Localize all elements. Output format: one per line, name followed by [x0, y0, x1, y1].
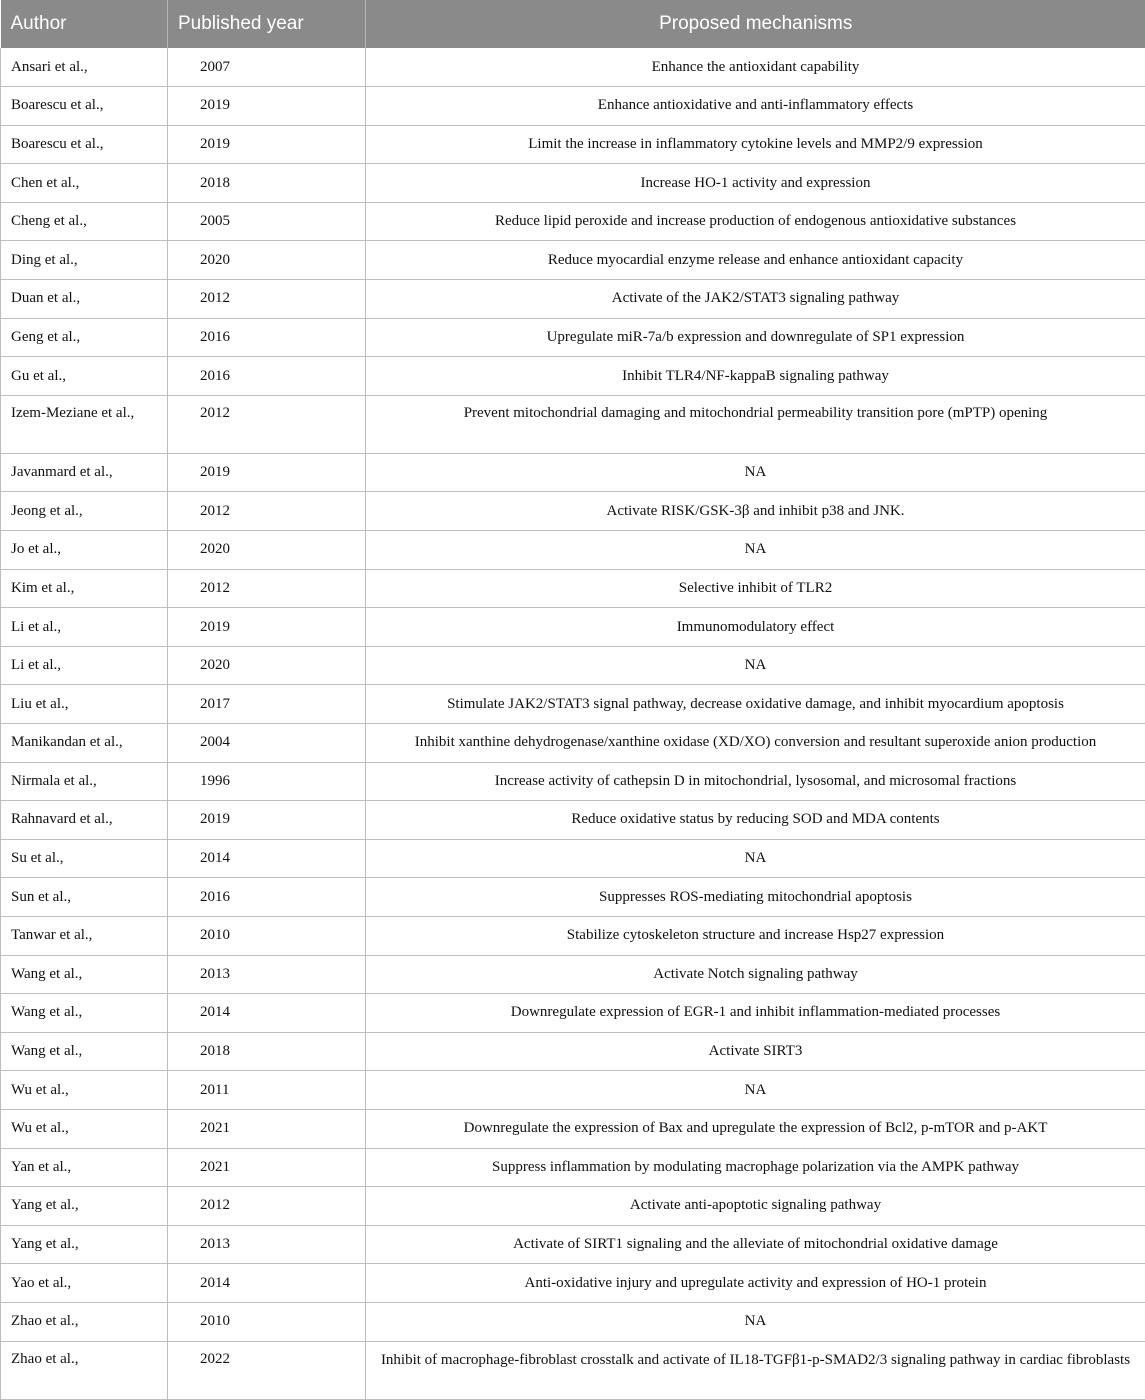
- cell-mechanism: NA: [366, 1071, 1145, 1110]
- cell-year: 2014: [168, 994, 366, 1033]
- cell-mechanism: Upregulate miR-7a/b expression and downregulate of SP1 expression: [366, 318, 1145, 357]
- header-author: Author: [1, 0, 168, 48]
- cell-mechanism: Inhibit xanthine dehydrogenase/xanthine oxidase (XD/XO) conversion and resultant superoxide anion production: [366, 724, 1145, 763]
- cell-author: Yan et al.,: [1, 1148, 168, 1187]
- cell-mechanism: Stimulate JAK2/STAT3 signal pathway, decrease oxidative damage, and inhibit myocardium apoptosis: [366, 685, 1145, 724]
- table-row: [1, 453, 1145, 492]
- table-row: [1, 608, 1145, 647]
- table-row: [1, 318, 1145, 357]
- table-row: [1, 280, 1145, 319]
- cell-mechanism: Inhibit of macrophage-fibroblast crosstalk and activate of IL18-TGFβ1-p-SMAD2/3 signaling pathway in cardiac fibroblasts: [366, 1341, 1145, 1399]
- cell-year: 2007: [168, 48, 366, 87]
- cell-mechanism: Anti-oxidative injury and upregulate activity and expression of HO-1 protein: [366, 1264, 1145, 1303]
- cell-year: 2021: [168, 1148, 366, 1187]
- cell-year: 2022: [168, 1341, 366, 1399]
- cell-author: Li et al.,: [1, 608, 168, 647]
- table-row: [1, 1187, 1145, 1226]
- cell-mechanism: Prevent mitochondrial damaging and mitochondrial permeability transition pore (mPTP) opening: [366, 395, 1145, 453]
- cell-year: 2013: [168, 1225, 366, 1264]
- cell-author: Wang et al.,: [1, 1032, 168, 1071]
- cell-mechanism: Stabilize cytoskeleton structure and increase Hsp27 expression: [366, 916, 1145, 955]
- cell-mechanism: Reduce myocardial enzyme release and enhance antioxidant capacity: [366, 241, 1145, 280]
- cell-year: 2019: [168, 125, 366, 164]
- cell-author: Wang et al.,: [1, 955, 168, 994]
- cell-mechanism: Increase activity of cathepsin D in mitochondrial, lysosomal, and microsomal fractions: [366, 762, 1145, 801]
- cell-mechanism: Enhance the antioxidant capability: [366, 48, 1145, 87]
- table-row: [1, 1225, 1145, 1264]
- cell-year: 1996: [168, 762, 366, 801]
- cell-author: Wu et al.,: [1, 1109, 168, 1148]
- cell-year: 2019: [168, 453, 366, 492]
- cell-mechanism: Downregulate the expression of Bax and upregulate the expression of Bcl2, p-mTOR and p-AKT: [366, 1109, 1145, 1148]
- cell-mechanism: Downregulate expression of EGR-1 and inhibit inflammation-mediated processes: [366, 994, 1145, 1033]
- cell-mechanism: Increase HO-1 activity and expression: [366, 164, 1145, 203]
- cell-author: Su et al.,: [1, 839, 168, 878]
- cell-year: 2021: [168, 1109, 366, 1148]
- cell-author: Nirmala et al.,: [1, 762, 168, 801]
- cell-year: 2014: [168, 839, 366, 878]
- cell-author: Javanmard et al.,: [1, 453, 168, 492]
- cell-year: 2016: [168, 318, 366, 357]
- cell-year: 2012: [168, 395, 366, 453]
- cell-mechanism: NA: [366, 1302, 1145, 1341]
- cell-author: Boarescu et al.,: [1, 125, 168, 164]
- cell-year: 2019: [168, 801, 366, 840]
- cell-year: 2012: [168, 492, 366, 531]
- table-row: [1, 685, 1145, 724]
- cell-author: Zhao et al.,: [1, 1341, 168, 1399]
- table-row: [1, 1341, 1145, 1399]
- cell-year: 2010: [168, 916, 366, 955]
- cell-mechanism: Inhibit TLR4/NF-kappaB signaling pathway: [366, 357, 1145, 396]
- cell-year: 2012: [168, 1187, 366, 1226]
- cell-year: 2020: [168, 241, 366, 280]
- cell-author: Zhao et al.,: [1, 1302, 168, 1341]
- cell-mechanism: Activate of the JAK2/STAT3 signaling pathway: [366, 280, 1145, 319]
- cell-author: Yang et al.,: [1, 1187, 168, 1226]
- table-row: [1, 357, 1145, 396]
- header-year: Published year: [168, 0, 366, 48]
- table-row: [1, 839, 1145, 878]
- cell-author: Tanwar et al.,: [1, 916, 168, 955]
- table-row: [1, 241, 1145, 280]
- cell-mechanism: NA: [366, 453, 1145, 492]
- table-row: [1, 762, 1145, 801]
- table-row: [1, 125, 1145, 164]
- cell-author: Manikandan et al.,: [1, 724, 168, 763]
- cell-mechanism: Enhance antioxidative and anti-inflammatory effects: [366, 87, 1145, 126]
- table-row: [1, 1071, 1145, 1110]
- cell-mechanism: Activate anti-apoptotic signaling pathway: [366, 1187, 1145, 1226]
- table-body: [1, 48, 1145, 1399]
- table-row: [1, 164, 1145, 203]
- cell-mechanism: NA: [366, 531, 1145, 570]
- cell-year: 2012: [168, 280, 366, 319]
- table-row: [1, 1109, 1145, 1148]
- cell-year: 2005: [168, 202, 366, 241]
- cell-year: 2004: [168, 724, 366, 763]
- cell-mechanism: Activate SIRT3: [366, 1032, 1145, 1071]
- cell-author: Cheng et al.,: [1, 202, 168, 241]
- cell-author: Izem-Meziane et al.,: [1, 395, 168, 453]
- table-row: [1, 955, 1145, 994]
- cell-author: Li et al.,: [1, 646, 168, 685]
- cell-year: 2011: [168, 1071, 366, 1110]
- cell-author: Kim et al.,: [1, 569, 168, 608]
- cell-mechanism: Selective inhibit of TLR2: [366, 569, 1145, 608]
- cell-author: Duan et al.,: [1, 280, 168, 319]
- cell-year: 2019: [168, 608, 366, 647]
- table-row: [1, 1148, 1145, 1187]
- cell-mechanism: Activate of SIRT1 signaling and the alleviate of mitochondrial oxidative damage: [366, 1225, 1145, 1264]
- cell-author: Yang et al.,: [1, 1225, 168, 1264]
- table-row: [1, 724, 1145, 763]
- table-row: [1, 1264, 1145, 1303]
- cell-year: 2020: [168, 531, 366, 570]
- cell-mechanism: Suppress inflammation by modulating macrophage polarization via the AMPK pathway: [366, 1148, 1145, 1187]
- cell-mechanism: Limit the increase in inflammatory cytokine levels and MMP2/9 expression: [366, 125, 1145, 164]
- header-mechanism: Proposed mechanisms: [366, 0, 1145, 48]
- cell-year: 2017: [168, 685, 366, 724]
- cell-mechanism: Activate Notch signaling pathway: [366, 955, 1145, 994]
- cell-author: Boarescu et al.,: [1, 87, 168, 126]
- table-row: [1, 569, 1145, 608]
- cell-author: Wu et al.,: [1, 1071, 168, 1110]
- cell-mechanism: Immunomodulatory effect: [366, 608, 1145, 647]
- cell-mechanism: NA: [366, 646, 1145, 685]
- table-row: [1, 202, 1145, 241]
- table-row: [1, 492, 1145, 531]
- table-row: [1, 878, 1145, 917]
- table-row: [1, 646, 1145, 685]
- cell-year: 2016: [168, 878, 366, 917]
- table-row: [1, 1032, 1145, 1071]
- cell-author: Jo et al.,: [1, 531, 168, 570]
- cell-mechanism: Activate RISK/GSK-3β and inhibit p38 and JNK.: [366, 492, 1145, 531]
- table-row: [1, 801, 1145, 840]
- cell-author: Jeong et al.,: [1, 492, 168, 531]
- cell-author: Gu et al.,: [1, 357, 168, 396]
- cell-author: Rahnavard et al.,: [1, 801, 168, 840]
- cell-author: Liu et al.,: [1, 685, 168, 724]
- cell-author: Wang et al.,: [1, 994, 168, 1033]
- cell-author: Chen et al.,: [1, 164, 168, 203]
- cell-author: Ansari et al.,: [1, 48, 168, 87]
- cell-year: 2020: [168, 646, 366, 685]
- cell-year: 2018: [168, 1032, 366, 1071]
- cell-mechanism: NA: [366, 839, 1145, 878]
- cell-author: Ding et al.,: [1, 241, 168, 280]
- cell-year: 2018: [168, 164, 366, 203]
- cell-author: Geng et al.,: [1, 318, 168, 357]
- table-row: [1, 1302, 1145, 1341]
- cell-author: Sun et al.,: [1, 878, 168, 917]
- table-header: [1, 0, 1145, 48]
- cell-mechanism: Reduce lipid peroxide and increase production of endogenous antioxidative substances: [366, 202, 1145, 241]
- table-row: [1, 48, 1145, 87]
- header-row: [1, 0, 1145, 48]
- table-row: [1, 994, 1145, 1033]
- cell-mechanism: Suppresses ROS-mediating mitochondrial apoptosis: [366, 878, 1145, 917]
- cell-author: Yao et al.,: [1, 1264, 168, 1303]
- table-row: [1, 87, 1145, 126]
- table-row: [1, 395, 1145, 453]
- cell-year: 2016: [168, 357, 366, 396]
- cell-year: 2013: [168, 955, 366, 994]
- table-row: [1, 531, 1145, 570]
- cell-year: 2014: [168, 1264, 366, 1303]
- cell-year: 2012: [168, 569, 366, 608]
- cell-year: 2010: [168, 1302, 366, 1341]
- table-row: [1, 916, 1145, 955]
- cell-mechanism: Reduce oxidative status by reducing SOD and MDA contents: [366, 801, 1145, 840]
- cell-year: 2019: [168, 87, 366, 126]
